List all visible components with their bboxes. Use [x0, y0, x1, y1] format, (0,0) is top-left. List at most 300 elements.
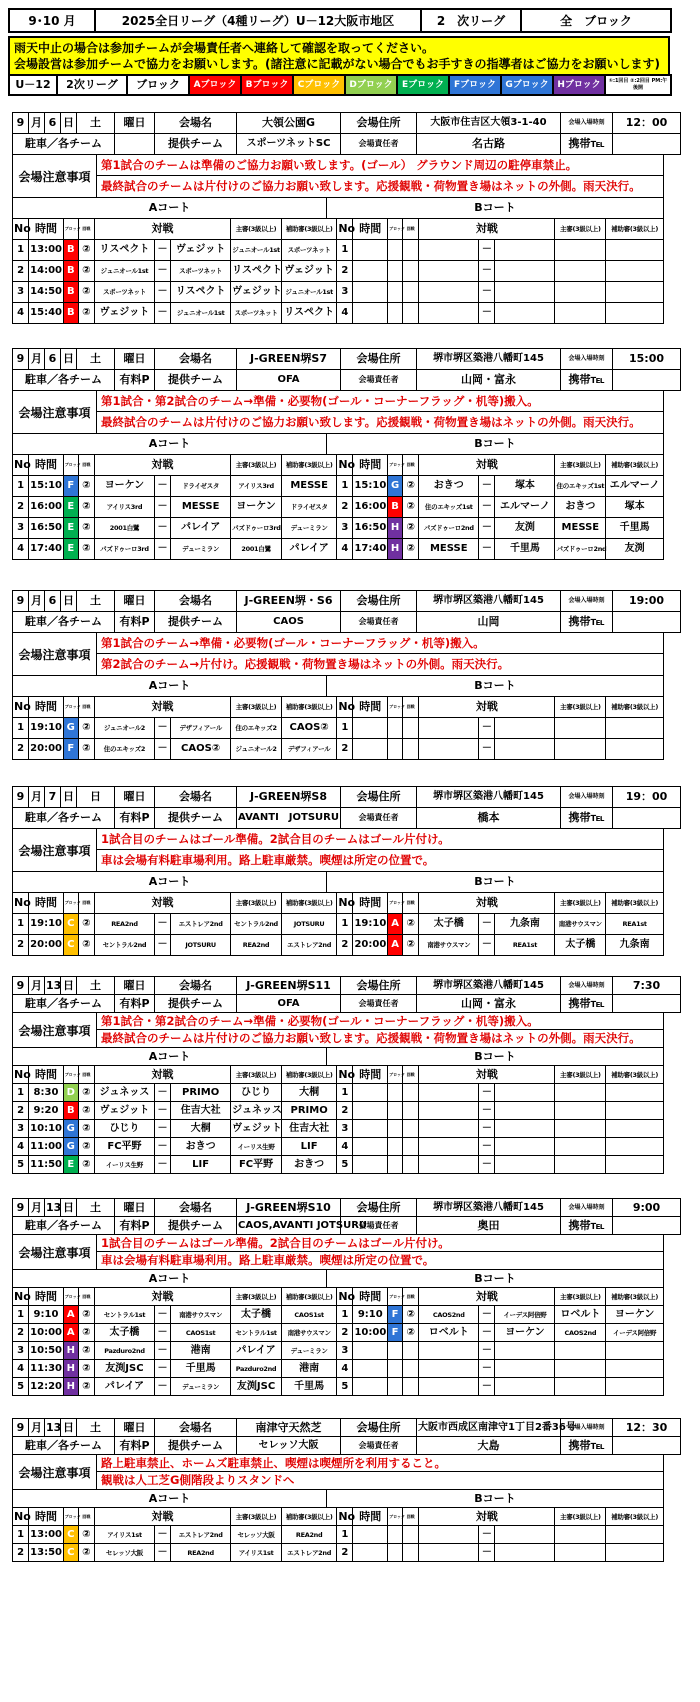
vs-dash: － — [479, 935, 495, 956]
vs-dash: － — [154, 718, 170, 739]
assistant-referee-header: 補助審(3級以上) — [281, 1066, 336, 1084]
team-home: CAOS2nd — [419, 1306, 479, 1324]
referee-team — [555, 282, 606, 303]
referee-team: 住のエキッズ1st — [555, 476, 606, 497]
game-row — [13, 1120, 664, 1138]
referee-team: セレッソ大阪 — [231, 1526, 282, 1544]
game-time — [353, 739, 388, 760]
team-home: Pazduro2nd — [94, 1342, 154, 1360]
game-time — [353, 240, 388, 261]
game-round: ② — [78, 240, 94, 261]
no-header: No — [337, 697, 353, 718]
game-row — [13, 303, 664, 324]
team-home — [419, 739, 479, 760]
game-block — [388, 1378, 403, 1396]
referee-team: ジュニオール2 — [231, 739, 282, 760]
venue-label: 会場名 — [155, 977, 237, 995]
block-header: ブロック — [63, 1288, 78, 1306]
time-header: 時間 — [29, 893, 64, 914]
entry-time-label: 会場入場時刻 — [561, 787, 613, 808]
legend-category: U－12 — [9, 75, 57, 95]
game-time — [353, 1544, 388, 1562]
phase-cell: 2 次リーグ — [421, 9, 521, 32]
round-header: 回戦 — [403, 455, 419, 476]
game-block: H — [388, 518, 403, 539]
game-time: 16:50 — [29, 518, 64, 539]
vs-dash: － — [154, 1102, 170, 1120]
game-no: 3 — [13, 1342, 29, 1360]
entry-time: 12：00 — [613, 113, 681, 134]
vs-dash: － — [154, 1378, 170, 1396]
game-no: 5 — [13, 1378, 29, 1396]
team-home: アイリス3rd — [94, 497, 154, 518]
note-line: 観戦は人工芝G側階段よりスタンドへ — [101, 1473, 295, 1487]
block-header: ブロック — [63, 1508, 78, 1526]
game-round: ② — [403, 497, 419, 518]
responsible-person: 山岡・富永 — [417, 995, 561, 1013]
game-block: F — [388, 1324, 403, 1342]
team-away — [495, 303, 555, 324]
team-home: ヨーケン — [94, 476, 154, 497]
venue-notes — [12, 1013, 664, 1048]
provide-team: CAOS — [237, 612, 341, 633]
game-block: D — [63, 1084, 78, 1102]
venue-address: 堺市堺区築港八幡町145 — [417, 1199, 561, 1217]
round-header: 回戦 — [78, 1288, 94, 1306]
game-no: 2 — [337, 497, 353, 518]
game-time — [353, 1138, 388, 1156]
team-home — [419, 1102, 479, 1120]
court-a-label: Aコート — [13, 198, 327, 218]
responsible-person: 奥田 — [417, 1217, 561, 1235]
game-row — [13, 1360, 664, 1378]
venue-address: 堺市堺区築港八幡町145 — [417, 349, 561, 370]
weekday-cell: 土 — [77, 591, 115, 612]
game-block: H — [63, 1378, 78, 1396]
game-block: B — [63, 282, 78, 303]
round-header: 回戦 — [403, 219, 419, 240]
game-time: 13:50 — [29, 1544, 64, 1562]
month-cell: 9 — [13, 1419, 29, 1437]
court-b-label: Bコート — [474, 1050, 516, 1063]
time-header: 時間 — [29, 455, 64, 476]
game-block: B — [63, 240, 78, 261]
game-time: 16:50 — [353, 518, 388, 539]
no-header: No — [13, 1508, 29, 1526]
referee-header: 主審(3級以上) — [555, 1288, 606, 1306]
team-away: スポーツネット — [171, 261, 231, 282]
day-label: 日 — [61, 787, 77, 808]
team-away: CAOS② — [171, 739, 231, 760]
referee-team — [555, 1342, 606, 1360]
game-no: 2 — [13, 1324, 29, 1342]
game-round: ② — [403, 518, 419, 539]
venue-header — [12, 112, 681, 155]
game-block: F — [63, 476, 78, 497]
game-time: 19:10 — [353, 914, 388, 935]
notes-label: 会場注意事項 — [13, 1013, 97, 1047]
match-header: 対戦 — [94, 1288, 230, 1306]
tel-value — [613, 808, 681, 829]
court-labels — [12, 676, 664, 696]
team-away: デューミラン — [171, 1378, 231, 1396]
game-row — [13, 518, 664, 539]
month-label: 月 — [29, 977, 45, 995]
game-time: 8:30 — [29, 1084, 64, 1102]
notice-line-2: 会場設営は参加チームで協力をお願いします。(諸注意に記載がない場合でもお手すきの指導者はご協力をお願いします) — [14, 57, 661, 71]
tel-label: 携帯℡ — [561, 134, 613, 155]
match-header: 対戦 — [419, 1508, 555, 1526]
game-time: 15:10 — [353, 476, 388, 497]
game-table — [12, 454, 664, 560]
referee-team: ヨーケン — [231, 497, 282, 518]
referee-team: ひじり — [231, 1084, 282, 1102]
legend-note: ①:1回目 ②:2回目 PM:午後開 — [605, 75, 671, 95]
vs-dash: － — [479, 739, 495, 760]
vs-dash: － — [479, 1544, 495, 1562]
parking-value: 有料P — [115, 808, 155, 829]
team-home: パレイア — [94, 1378, 154, 1396]
game-round — [403, 1378, 419, 1396]
game-no: 2 — [337, 935, 353, 956]
assistant-referee-team: ヨーケン — [606, 1306, 664, 1324]
game-round: ② — [78, 1544, 94, 1562]
title-bar — [8, 8, 672, 33]
game-table — [12, 892, 664, 956]
game-row — [13, 1544, 664, 1562]
assistant-referee-team: ヴェジット — [281, 261, 336, 282]
assistant-referee-header: 補助審(3級以上) — [281, 1288, 336, 1306]
venue-name: 大領公園G — [237, 113, 341, 134]
assistant-referee-team: 港南 — [281, 1360, 336, 1378]
game-block: C — [63, 1544, 78, 1562]
venue-name: J-GREEN堺S10 — [237, 1199, 341, 1217]
game-block: E — [63, 497, 78, 518]
assistant-referee-header: 補助審(3級以上) — [281, 893, 336, 914]
referee-team — [555, 1084, 606, 1102]
game-time: 17:40 — [353, 539, 388, 560]
team-away: JOTSURU — [171, 935, 231, 956]
team-home: イーリス生野 — [94, 1156, 154, 1174]
tel-label: 携帯℡ — [561, 1437, 613, 1455]
game-block — [388, 718, 403, 739]
game-no: 1 — [337, 476, 353, 497]
responsible-person: 名古路 — [417, 134, 561, 155]
assistant-referee-team: おきつ — [281, 1156, 336, 1174]
round-header: 回戦 — [403, 1508, 419, 1526]
vs-dash: － — [479, 1102, 495, 1120]
referee-team: パレイア — [231, 1342, 282, 1360]
referee-team — [555, 1544, 606, 1562]
game-block: G — [388, 476, 403, 497]
entry-time-label: 会場入場時刻 — [561, 1199, 613, 1217]
game-table — [12, 696, 664, 760]
game-block: B — [63, 261, 78, 282]
responsible-label: 会場責任者 — [341, 1217, 417, 1235]
parking-value: 有料P — [115, 370, 155, 391]
time-header: 時間 — [353, 1508, 388, 1526]
referee-team: セントラル2nd — [231, 914, 282, 935]
game-round: ② — [403, 914, 419, 935]
game-row — [13, 1342, 664, 1360]
game-round: ② — [78, 1306, 94, 1324]
game-round: ② — [403, 935, 419, 956]
assistant-referee-header: 補助審(3級以上) — [606, 697, 664, 718]
game-time — [353, 1102, 388, 1120]
team-home — [419, 1120, 479, 1138]
team-home — [419, 1526, 479, 1544]
game-row — [13, 914, 664, 935]
block-header: ブロック — [388, 219, 403, 240]
game-time: 15:40 — [29, 303, 64, 324]
game-no: 1 — [337, 1306, 353, 1324]
referee-team: セントラル1st — [231, 1324, 282, 1342]
month-cell: 9 — [13, 349, 29, 370]
team-home — [419, 303, 479, 324]
time-header: 時間 — [353, 697, 388, 718]
referee-team: ロベルト — [555, 1306, 606, 1324]
game-round: ② — [403, 1324, 419, 1342]
notice-line-1: 雨天中止の場合は参加チームが会場責任者へ連絡して確認を取ってください。 — [14, 41, 435, 55]
referee-team — [555, 1526, 606, 1544]
assistant-referee-team: リスペクト — [281, 303, 336, 324]
game-round: ② — [78, 1324, 94, 1342]
referee-team: 住のエキッズ2 — [231, 718, 282, 739]
provide-label: 提供チーム — [155, 1437, 237, 1455]
team-home: MESSE — [419, 539, 479, 560]
game-no: 3 — [13, 518, 29, 539]
no-header: No — [13, 697, 29, 718]
round-header: 回戦 — [78, 455, 94, 476]
game-time: 10:00 — [29, 1324, 64, 1342]
vs-dash: － — [479, 1156, 495, 1174]
round-header: 回戦 — [403, 697, 419, 718]
entry-time-label: 会場入場時刻 — [561, 1419, 613, 1437]
venue-name: J-GREEN堺S11 — [237, 977, 341, 995]
game-block — [388, 240, 403, 261]
vs-dash: － — [154, 1342, 170, 1360]
assistant-referee-team: REA2nd — [281, 1526, 336, 1544]
game-block: F — [63, 739, 78, 760]
parking-value — [115, 134, 155, 155]
game-row — [13, 718, 664, 739]
vs-dash: － — [479, 1120, 495, 1138]
note-line: 1試合目のチームはゴール準備。2試合目のチームはゴール片付け。 — [97, 1235, 663, 1252]
game-no: 1 — [13, 240, 29, 261]
game-time — [353, 1526, 388, 1544]
legend-item-5: Fブロック — [449, 75, 501, 95]
game-block: B — [63, 1102, 78, 1120]
team-away — [495, 1138, 555, 1156]
vs-dash: － — [479, 718, 495, 739]
team-away — [495, 261, 555, 282]
team-home: スポーツネット — [94, 282, 154, 303]
court-labels — [12, 198, 664, 218]
block-header: ブロック — [388, 1066, 403, 1084]
referee-team: 太子橋 — [231, 1306, 282, 1324]
day-label: 日 — [61, 1199, 77, 1217]
vs-dash: － — [479, 1342, 495, 1360]
parking-label: 駐車／各チーム — [13, 612, 115, 633]
team-home — [419, 1378, 479, 1396]
game-no: 3 — [13, 282, 29, 303]
weekday-cell: 日 — [77, 787, 115, 808]
responsible-person: 山岡・富永 — [417, 370, 561, 391]
address-label: 会場住所 — [341, 1419, 417, 1437]
referee-team — [555, 739, 606, 760]
note-line: 1試合目のチームはゴール準備。2試合目のチームはゴール片付け。 — [97, 829, 663, 850]
venue-block — [12, 1198, 664, 1396]
legend-item-6: Gブロック — [501, 75, 553, 95]
court-b-label: Bコート — [474, 1492, 516, 1505]
team-home: ジュニオール2 — [94, 718, 154, 739]
team-away: 大桐 — [171, 1120, 231, 1138]
no-header: No — [337, 1066, 353, 1084]
game-round: ② — [78, 1156, 94, 1174]
tel-label: 携帯℡ — [561, 995, 613, 1013]
provide-team: OFA — [237, 370, 341, 391]
team-away: 塚本 — [495, 476, 555, 497]
referee-header: 主審(3級以上) — [231, 1508, 282, 1526]
referee-header: 主審(3級以上) — [231, 219, 282, 240]
assistant-referee-header: 補助審(3級以上) — [606, 1288, 664, 1306]
assistant-referee-team: REA1st — [606, 914, 664, 935]
day-cell: 7 — [45, 787, 61, 808]
game-no: 4 — [13, 1138, 29, 1156]
team-home: 太子橋 — [94, 1324, 154, 1342]
court-a-label: Aコート — [13, 1048, 327, 1065]
game-no: 3 — [13, 1120, 29, 1138]
venue-label: 会場名 — [155, 1199, 237, 1217]
note-line: 路上駐車禁止、ホームズ駐車禁止、喫煙は喫煙所を利用すること。 — [97, 1455, 663, 1472]
game-no: 2 — [337, 739, 353, 760]
block-header: ブロック — [63, 1066, 78, 1084]
time-header: 時間 — [29, 697, 64, 718]
game-row — [13, 1378, 664, 1396]
notice-banner — [8, 36, 670, 76]
day-cell: 13 — [45, 977, 61, 995]
game-time: 11:00 — [29, 1138, 64, 1156]
game-block — [388, 1342, 403, 1360]
referee-team: REA2nd — [231, 935, 282, 956]
address-label: 会場住所 — [341, 349, 417, 370]
assistant-referee-team — [606, 718, 664, 739]
block-header: ブロック — [388, 1288, 403, 1306]
responsible-label: 会場責任者 — [341, 1437, 417, 1455]
game-block: C — [63, 1526, 78, 1544]
game-row — [13, 539, 664, 560]
assistant-referee-team — [606, 1120, 664, 1138]
entry-time-label: 会場入場時刻 — [561, 977, 613, 995]
responsible-label: 会場責任者 — [341, 808, 417, 829]
vs-dash: － — [479, 1306, 495, 1324]
court-labels — [12, 1490, 664, 1507]
tel-label: 携帯℡ — [561, 370, 613, 391]
game-round — [403, 1156, 419, 1174]
responsible-label: 会場責任者 — [341, 612, 417, 633]
team-home — [419, 282, 479, 303]
day-label: 日 — [61, 113, 77, 134]
game-no: 2 — [13, 261, 29, 282]
round-header: 回戦 — [78, 697, 94, 718]
assistant-referee-team: デューミラン — [281, 1342, 336, 1360]
team-home — [419, 261, 479, 282]
game-round: ② — [78, 914, 94, 935]
game-block — [388, 1526, 403, 1544]
vs-dash: － — [479, 476, 495, 497]
assistant-referee-team: 塚本 — [606, 497, 664, 518]
team-home: セントラル2nd — [94, 935, 154, 956]
team-away: PRIMO — [171, 1084, 231, 1102]
referee-team: 南港サウスマン — [555, 914, 606, 935]
team-away: ヨーケン — [495, 1324, 555, 1342]
tel-value — [613, 370, 681, 391]
no-header: No — [13, 219, 29, 240]
match-header: 対戦 — [419, 455, 555, 476]
tel-label: 携帯℡ — [561, 1217, 613, 1235]
team-away — [495, 1544, 555, 1562]
time-header: 時間 — [353, 1288, 388, 1306]
parking-label: 駐車／各チーム — [13, 370, 115, 391]
assistant-referee-team — [606, 1360, 664, 1378]
game-time — [353, 1360, 388, 1378]
team-home: 友渕JSC — [94, 1360, 154, 1378]
address-label: 会場住所 — [341, 977, 417, 995]
venue-label: 会場名 — [155, 349, 237, 370]
provide-team: AVANTI JOTSURU — [237, 808, 341, 829]
game-no: 2 — [13, 1544, 29, 1562]
team-away: ジュニオール1st — [171, 303, 231, 324]
day-label: 日 — [61, 1419, 77, 1437]
game-block: F — [388, 1306, 403, 1324]
match-header: 対戦 — [94, 1508, 230, 1526]
note-line: 第1試合のチーム→準備・必要物(ゴール・コーナーフラッグ・机等)搬入。 — [97, 633, 663, 654]
parking-value: 有料P — [115, 612, 155, 633]
referee-team: アイリス3rd — [231, 476, 282, 497]
time-header: 時間 — [353, 893, 388, 914]
game-time: 14:50 — [29, 282, 64, 303]
entry-time-label: 会場入場時刻 — [561, 349, 613, 370]
assistant-referee-header: 補助審(3級以上) — [606, 219, 664, 240]
month-label: 月 — [29, 591, 45, 612]
venue-block — [12, 976, 664, 1174]
time-header: 時間 — [353, 455, 388, 476]
game-no: 1 — [337, 240, 353, 261]
game-no: 4 — [337, 539, 353, 560]
assistant-referee-team: 千里馬 — [606, 518, 664, 539]
parking-value: 有料P — [115, 1217, 155, 1235]
provide-label: 提供チーム — [155, 808, 237, 829]
team-home — [419, 240, 479, 261]
game-time — [353, 282, 388, 303]
venue-notes — [12, 1455, 664, 1490]
team-away — [495, 1120, 555, 1138]
vs-dash: － — [479, 914, 495, 935]
referee-team — [555, 1102, 606, 1120]
game-row — [13, 739, 664, 760]
entry-time-label: 会場入場時刻 — [561, 591, 613, 612]
game-round — [403, 1120, 419, 1138]
notes-label: 会場注意事項 — [13, 155, 97, 197]
no-header: No — [13, 455, 29, 476]
assistant-referee-header: 補助審(3級以上) — [281, 697, 336, 718]
game-round — [403, 1138, 419, 1156]
month-cell: 9 — [13, 113, 29, 134]
court-a-label: Aコート — [13, 872, 327, 892]
referee-header: 主審(3級以上) — [555, 455, 606, 476]
notes-label: 会場注意事項 — [13, 829, 97, 871]
vs-dash: － — [479, 1084, 495, 1102]
